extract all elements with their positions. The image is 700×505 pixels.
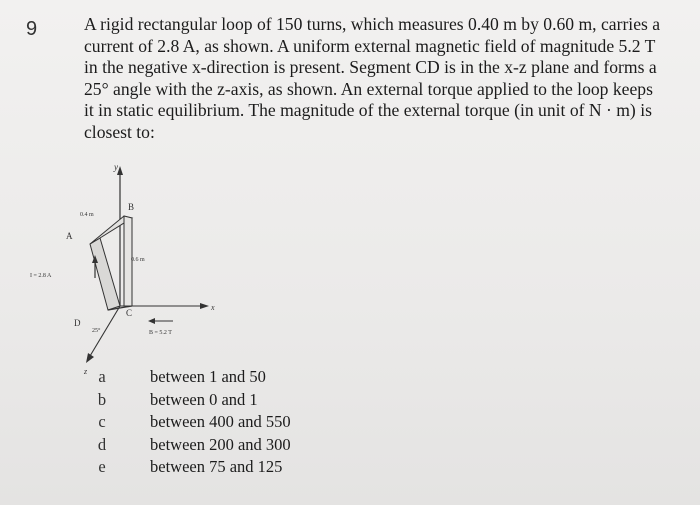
choice-letter: e (98, 457, 106, 476)
question-line: it in static equilibrium. The magnitude of the external torque (in unit of N · m) is (84, 100, 652, 120)
point-b-label: B (128, 202, 135, 212)
point-c-label: C (126, 308, 133, 318)
choice-text: between 1 and 50 (150, 367, 266, 386)
field-label: B = 5.2 T (149, 330, 172, 336)
choice-letter: c (98, 412, 106, 431)
z-axis-arrow-icon (86, 353, 94, 363)
question-line: current of 2.8 A, as shown. A uniform external magnetic field of magnitude 5.2 T (84, 35, 656, 56)
z-axis-label: z (84, 367, 88, 376)
point-a-label: A (66, 231, 73, 241)
question-line: in the negative x-direction is present. Segment CD is in the x-z plane and forms a (84, 57, 657, 77)
point-d-label: D (74, 318, 81, 328)
choice-text: between 400 and 550 (150, 412, 291, 431)
choice-letter: b (97, 389, 107, 409)
x-axis-arrow-icon (200, 303, 209, 309)
current-label: I = 2.8 A (30, 273, 52, 279)
height-label: 0.6 m (131, 257, 145, 263)
question-text (84, 14, 684, 143)
choice-letter: a (98, 367, 106, 386)
angle-label: 25° (92, 328, 101, 334)
choice-letter: d (97, 434, 107, 454)
choice-text: between 200 and 300 (150, 434, 291, 454)
loop-diagram (28, 160, 258, 380)
question-line: A rigid rectangular loop of 150 turns, which measures 0.40 m by 0.60 m, carries a (84, 14, 661, 34)
x-axis-label: x (211, 303, 215, 312)
field-arrow-icon (148, 318, 155, 324)
question-number: 9 (26, 18, 38, 40)
width-label: 0.4 m (80, 212, 94, 218)
question-line: 25° angle with the z-axis, as shown. An external torque applied to the loop keeps (84, 78, 653, 99)
question-line: closest to: (84, 121, 155, 142)
choice-text: between 75 and 125 (150, 457, 283, 476)
choice-text: between 0 and 1 (150, 389, 258, 409)
y-axis-label: y (114, 162, 118, 172)
